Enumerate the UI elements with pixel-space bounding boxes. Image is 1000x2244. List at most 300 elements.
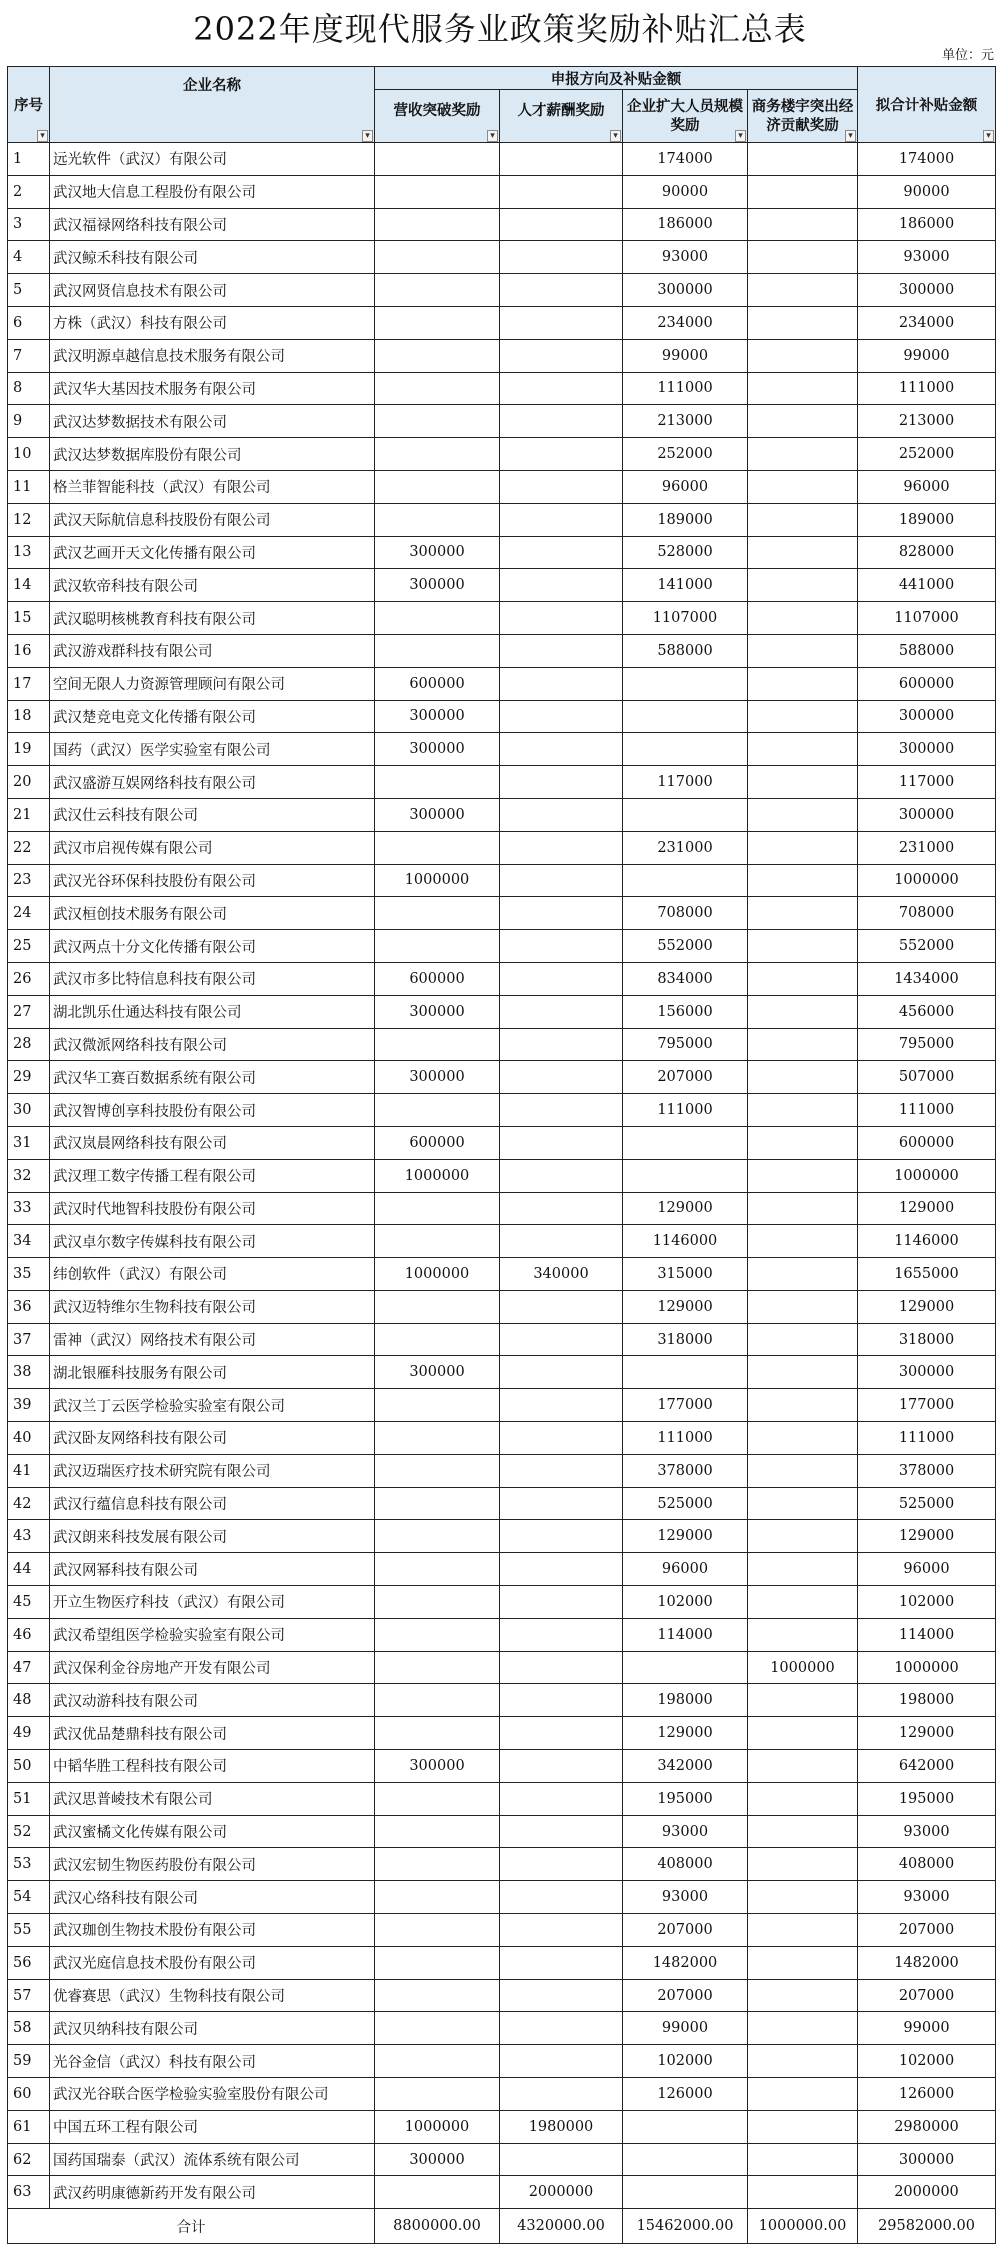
table-row xyxy=(8,864,996,897)
row-expansion xyxy=(623,798,748,831)
header-revenue[interactable]: 营收突破奖励 ▾ xyxy=(375,90,500,143)
row-seq: 39 xyxy=(8,1389,50,1422)
row-revenue xyxy=(375,143,500,176)
row-building xyxy=(748,2012,858,2045)
row-revenue xyxy=(375,1422,500,1455)
row-seq: 17 xyxy=(8,667,50,700)
row-talent xyxy=(500,1520,623,1553)
header-seq[interactable]: 序号 ▾ xyxy=(8,67,50,143)
row-company-name: 武汉动游科技有限公司 xyxy=(50,1684,375,1717)
table-row xyxy=(8,897,996,930)
row-seq: 62 xyxy=(8,2143,50,2176)
row-total: 129000 xyxy=(858,1717,996,1750)
row-talent xyxy=(500,1684,623,1717)
row-total: 189000 xyxy=(858,503,996,536)
row-building xyxy=(748,602,858,635)
row-seq: 55 xyxy=(8,1914,50,1947)
row-seq: 58 xyxy=(8,2012,50,2045)
row-building xyxy=(748,995,858,1028)
row-building xyxy=(748,667,858,700)
row-talent xyxy=(500,930,623,963)
row-building xyxy=(748,1553,858,1586)
row-total: 129000 xyxy=(858,1520,996,1553)
row-seq: 6 xyxy=(8,306,50,339)
row-revenue xyxy=(375,1520,500,1553)
row-company-name: 武汉理工数字传播工程有限公司 xyxy=(50,1159,375,1192)
row-talent xyxy=(500,175,623,208)
row-talent xyxy=(500,1454,623,1487)
table-row xyxy=(8,1487,996,1520)
table-row xyxy=(8,962,996,995)
row-building xyxy=(748,208,858,241)
row-building xyxy=(748,405,858,438)
row-total: 456000 xyxy=(858,995,996,1028)
row-seq: 23 xyxy=(8,864,50,897)
row-revenue xyxy=(375,1684,500,1717)
row-expansion: 96000 xyxy=(623,470,748,503)
row-building xyxy=(748,1586,858,1619)
table-row xyxy=(8,1192,996,1225)
row-expansion xyxy=(623,1356,748,1389)
table-row xyxy=(8,405,996,438)
row-expansion: 99000 xyxy=(623,339,748,372)
row-company-name: 开立生物医疗科技（武汉）有限公司 xyxy=(50,1586,375,1619)
row-seq: 42 xyxy=(8,1487,50,1520)
row-seq: 24 xyxy=(8,897,50,930)
row-revenue: 300000 xyxy=(375,995,500,1028)
table-row xyxy=(8,1782,996,1815)
row-company-name: 武汉地大信息工程股份有限公司 xyxy=(50,175,375,208)
row-seq: 44 xyxy=(8,1553,50,1586)
row-company-name: 武汉微派网络科技有限公司 xyxy=(50,1028,375,1061)
row-building xyxy=(748,438,858,471)
row-building xyxy=(748,766,858,799)
table-row xyxy=(8,2176,996,2209)
row-talent xyxy=(500,2012,623,2045)
row-total: 129000 xyxy=(858,1290,996,1323)
row-expansion: 213000 xyxy=(623,405,748,438)
row-revenue xyxy=(375,1553,500,1586)
row-revenue xyxy=(375,1946,500,1979)
row-total: 300000 xyxy=(858,700,996,733)
row-revenue: 300000 xyxy=(375,2143,500,2176)
row-building xyxy=(748,634,858,667)
row-company-name: 武汉华大基因技术服务有限公司 xyxy=(50,372,375,405)
table-row xyxy=(8,995,996,1028)
row-revenue xyxy=(375,634,500,667)
row-building xyxy=(748,831,858,864)
header-talent[interactable]: 人才薪酬奖励 ▾ xyxy=(500,90,623,143)
row-building xyxy=(748,1946,858,1979)
row-building xyxy=(748,143,858,176)
table-row xyxy=(8,274,996,307)
row-expansion: 90000 xyxy=(623,175,748,208)
row-talent xyxy=(500,864,623,897)
row-seq: 8 xyxy=(8,372,50,405)
row-total: 234000 xyxy=(858,306,996,339)
table-row xyxy=(8,1651,996,1684)
row-talent xyxy=(500,1126,623,1159)
row-total: 642000 xyxy=(858,1750,996,1783)
row-total: 318000 xyxy=(858,1323,996,1356)
row-building xyxy=(748,1782,858,1815)
row-seq: 61 xyxy=(8,2110,50,2143)
row-building xyxy=(748,1028,858,1061)
row-company-name: 武汉光庭信息技术股份有限公司 xyxy=(50,1946,375,1979)
row-total: 207000 xyxy=(858,1979,996,2012)
row-talent xyxy=(500,667,623,700)
row-expansion: 141000 xyxy=(623,569,748,602)
row-revenue xyxy=(375,1323,500,1356)
row-company-name: 武汉盛游互娱网络科技有限公司 xyxy=(50,766,375,799)
row-seq: 41 xyxy=(8,1454,50,1487)
row-building xyxy=(748,1750,858,1783)
row-talent xyxy=(500,339,623,372)
row-seq: 32 xyxy=(8,1159,50,1192)
row-building xyxy=(748,175,858,208)
row-company-name: 武汉福禄网络科技有限公司 xyxy=(50,208,375,241)
row-company-name: 雷神（武汉）网络技术有限公司 xyxy=(50,1323,375,1356)
row-company-name: 武汉卓尔数字传媒科技有限公司 xyxy=(50,1225,375,1258)
row-building xyxy=(748,569,858,602)
row-total: 174000 xyxy=(858,143,996,176)
row-revenue xyxy=(375,1782,500,1815)
row-company-name: 武汉优品楚鼎科技有限公司 xyxy=(50,1717,375,1750)
row-expansion: 408000 xyxy=(623,1848,748,1881)
row-expansion: 129000 xyxy=(623,1717,748,1750)
table-row xyxy=(8,1979,996,2012)
table-row xyxy=(8,766,996,799)
row-building xyxy=(748,700,858,733)
row-total: 525000 xyxy=(858,1487,996,1520)
row-company-name: 武汉岚晨网络科技有限公司 xyxy=(50,1126,375,1159)
row-building xyxy=(748,1848,858,1881)
row-total: 1107000 xyxy=(858,602,996,635)
row-company-name: 国药（武汉）医学实验室有限公司 xyxy=(50,733,375,766)
row-revenue xyxy=(375,175,500,208)
table-row xyxy=(8,1520,996,1553)
row-building xyxy=(748,2176,858,2209)
row-company-name: 武汉迈特维尔生物科技有限公司 xyxy=(50,1290,375,1323)
table-row xyxy=(8,306,996,339)
row-seq: 11 xyxy=(8,470,50,503)
row-revenue xyxy=(375,1914,500,1947)
table-row xyxy=(8,1258,996,1291)
row-company-name: 武汉两点十分文化传播有限公司 xyxy=(50,930,375,963)
row-company-name: 武汉珈创生物技术股份有限公司 xyxy=(50,1914,375,1947)
row-revenue xyxy=(375,208,500,241)
row-total: 1482000 xyxy=(858,1946,996,1979)
row-revenue xyxy=(375,503,500,536)
row-building xyxy=(748,1356,858,1389)
row-total: 300000 xyxy=(858,798,996,831)
row-company-name: 武汉光谷联合医学检验实验室股份有限公司 xyxy=(50,2078,375,2111)
row-total: 507000 xyxy=(858,1061,996,1094)
row-expansion: 99000 xyxy=(623,2012,748,2045)
row-total: 186000 xyxy=(858,208,996,241)
row-revenue: 300000 xyxy=(375,1061,500,1094)
row-building xyxy=(748,1881,858,1914)
row-company-name: 武汉聪明核桃教育科技有限公司 xyxy=(50,602,375,635)
table-row xyxy=(8,2110,996,2143)
row-revenue: 600000 xyxy=(375,962,500,995)
row-expansion xyxy=(623,864,748,897)
row-expansion xyxy=(623,1159,748,1192)
row-company-name: 武汉市多比特信息科技有限公司 xyxy=(50,962,375,995)
row-expansion: 588000 xyxy=(623,634,748,667)
row-building xyxy=(748,798,858,831)
row-seq: 30 xyxy=(8,1094,50,1127)
row-total: 198000 xyxy=(858,1684,996,1717)
row-talent xyxy=(500,1094,623,1127)
row-seq: 27 xyxy=(8,995,50,1028)
row-total: 111000 xyxy=(858,372,996,405)
row-talent xyxy=(500,602,623,635)
row-revenue xyxy=(375,1881,500,1914)
row-company-name: 武汉华工赛百数据系统有限公司 xyxy=(50,1061,375,1094)
row-expansion: 93000 xyxy=(623,1881,748,1914)
row-company-name: 武汉楚竞电竞文化传播有限公司 xyxy=(50,700,375,733)
row-expansion: 117000 xyxy=(623,766,748,799)
header-company[interactable]: 企业名称 ▾ xyxy=(50,67,375,143)
row-expansion: 234000 xyxy=(623,306,748,339)
row-total: 2000000 xyxy=(858,2176,996,2209)
row-talent xyxy=(500,634,623,667)
row-expansion: 708000 xyxy=(623,897,748,930)
row-talent xyxy=(500,831,623,864)
row-seq: 15 xyxy=(8,602,50,635)
row-building xyxy=(748,372,858,405)
row-total: 129000 xyxy=(858,1192,996,1225)
row-company-name: 武汉朗来科技发展有限公司 xyxy=(50,1520,375,1553)
row-total: 207000 xyxy=(858,1914,996,1947)
row-total: 588000 xyxy=(858,634,996,667)
row-revenue xyxy=(375,1192,500,1225)
row-expansion: 315000 xyxy=(623,1258,748,1291)
table-body xyxy=(8,143,996,2209)
row-talent xyxy=(500,1750,623,1783)
row-talent xyxy=(500,733,623,766)
row-building xyxy=(748,2078,858,2111)
row-revenue xyxy=(375,766,500,799)
row-total: 828000 xyxy=(858,536,996,569)
row-revenue: 600000 xyxy=(375,1126,500,1159)
table-row xyxy=(8,634,996,667)
row-expansion: 195000 xyxy=(623,1782,748,1815)
table-row xyxy=(8,175,996,208)
row-revenue xyxy=(375,470,500,503)
row-talent xyxy=(500,2045,623,2078)
table-row xyxy=(8,503,996,536)
row-seq: 2 xyxy=(8,175,50,208)
row-revenue: 1000000 xyxy=(375,1159,500,1192)
table-row xyxy=(8,1454,996,1487)
row-company-name: 武汉游戏群科技有限公司 xyxy=(50,634,375,667)
row-expansion: 186000 xyxy=(623,208,748,241)
row-total: 600000 xyxy=(858,1126,996,1159)
row-seq: 37 xyxy=(8,1323,50,1356)
row-revenue xyxy=(375,438,500,471)
row-building xyxy=(748,470,858,503)
row-company-name: 武汉卧友网络科技有限公司 xyxy=(50,1422,375,1455)
row-company-name: 武汉保利金谷房地产开发有限公司 xyxy=(50,1651,375,1684)
row-seq: 9 xyxy=(8,405,50,438)
row-building xyxy=(748,962,858,995)
table-row xyxy=(8,2078,996,2111)
row-seq: 28 xyxy=(8,1028,50,1061)
row-revenue xyxy=(375,1389,500,1422)
unit-label: 单位：元 xyxy=(941,48,994,63)
row-total: 1000000 xyxy=(858,1651,996,1684)
row-expansion: 252000 xyxy=(623,438,748,471)
table-row xyxy=(8,1684,996,1717)
table-row xyxy=(8,208,996,241)
row-seq: 29 xyxy=(8,1061,50,1094)
row-revenue xyxy=(375,1586,500,1619)
row-talent xyxy=(500,1422,623,1455)
row-talent xyxy=(500,569,623,602)
row-total: 126000 xyxy=(858,2078,996,2111)
row-company-name: 武汉思普崚技术有限公司 xyxy=(50,1782,375,1815)
row-building xyxy=(748,1422,858,1455)
row-revenue xyxy=(375,306,500,339)
row-seq: 19 xyxy=(8,733,50,766)
row-building xyxy=(748,1618,858,1651)
row-talent xyxy=(500,700,623,733)
row-company-name: 武汉软帝科技有限公司 xyxy=(50,569,375,602)
row-revenue: 300000 xyxy=(375,798,500,831)
row-building xyxy=(748,1520,858,1553)
row-revenue xyxy=(375,1225,500,1258)
row-total: 114000 xyxy=(858,1618,996,1651)
table-row xyxy=(8,2045,996,2078)
row-talent xyxy=(500,536,623,569)
table-row xyxy=(8,667,996,700)
row-revenue xyxy=(375,1848,500,1881)
row-company-name: 武汉达梦数据技术有限公司 xyxy=(50,405,375,438)
table-row xyxy=(8,2143,996,2176)
row-expansion xyxy=(623,2143,748,2176)
row-company-name: 武汉蜜橘文化传媒有限公司 xyxy=(50,1815,375,1848)
row-total: 111000 xyxy=(858,1422,996,1455)
row-seq: 21 xyxy=(8,798,50,831)
table-row xyxy=(8,1225,996,1258)
row-building xyxy=(748,536,858,569)
row-seq: 52 xyxy=(8,1815,50,1848)
row-talent xyxy=(500,1323,623,1356)
table-row xyxy=(8,602,996,635)
header-total[interactable]: 拟合计补贴金额 ▾ xyxy=(858,67,996,143)
row-seq: 53 xyxy=(8,1848,50,1881)
row-seq: 4 xyxy=(8,241,50,274)
row-revenue: 1000000 xyxy=(375,1258,500,1291)
row-total: 252000 xyxy=(858,438,996,471)
row-talent: 1980000 xyxy=(500,2110,623,2143)
row-company-name: 中国五环工程有限公司 xyxy=(50,2110,375,2143)
row-revenue: 600000 xyxy=(375,667,500,700)
table-row xyxy=(8,1323,996,1356)
row-company-name: 武汉兰丁云医学检验实验室有限公司 xyxy=(50,1389,375,1422)
row-talent xyxy=(500,1914,623,1947)
row-company-name: 武汉达梦数据库股份有限公司 xyxy=(50,438,375,471)
row-total: 93000 xyxy=(858,1815,996,1848)
row-total: 300000 xyxy=(858,733,996,766)
row-company-name: 优睿赛思（武汉）生物科技有限公司 xyxy=(50,1979,375,2012)
row-revenue xyxy=(375,1979,500,2012)
row-seq: 34 xyxy=(8,1225,50,1258)
row-expansion: 129000 xyxy=(623,1192,748,1225)
row-company-name: 武汉网幂科技有限公司 xyxy=(50,1553,375,1586)
row-building xyxy=(748,1094,858,1127)
table-row xyxy=(8,241,996,274)
subsidy-table xyxy=(7,66,996,2244)
row-seq: 36 xyxy=(8,1290,50,1323)
row-expansion: 231000 xyxy=(623,831,748,864)
total-building: 1000000.00 xyxy=(748,2209,858,2244)
row-total: 231000 xyxy=(858,831,996,864)
row-building xyxy=(748,1684,858,1717)
row-revenue xyxy=(375,1618,500,1651)
row-total: 96000 xyxy=(858,1553,996,1586)
row-talent xyxy=(500,1061,623,1094)
row-revenue xyxy=(375,372,500,405)
row-talent xyxy=(500,143,623,176)
row-talent xyxy=(500,798,623,831)
row-expansion: 1146000 xyxy=(623,1225,748,1258)
table-row xyxy=(8,1389,996,1422)
row-company-name: 武汉明源卓越信息技术服务有限公司 xyxy=(50,339,375,372)
total-talent: 4320000.00 xyxy=(500,2209,623,2244)
row-expansion: 177000 xyxy=(623,1389,748,1422)
row-company-name: 武汉希望组医学检验实验室有限公司 xyxy=(50,1618,375,1651)
row-seq: 3 xyxy=(8,208,50,241)
row-expansion xyxy=(623,1651,748,1684)
row-company-name: 武汉光谷环保科技股份有限公司 xyxy=(50,864,375,897)
row-revenue xyxy=(375,405,500,438)
header-building[interactable]: 商务楼宇突出经济贡献奖励 ▾ xyxy=(748,90,858,143)
row-expansion: 207000 xyxy=(623,1914,748,1947)
row-talent: 340000 xyxy=(500,1258,623,1291)
row-seq: 16 xyxy=(8,634,50,667)
header-expansion[interactable]: 企业扩大人员规模奖励 ▾ xyxy=(623,90,748,143)
row-seq: 26 xyxy=(8,962,50,995)
row-building xyxy=(748,1225,858,1258)
row-company-name: 武汉网贤信息技术有限公司 xyxy=(50,274,375,307)
row-seq: 47 xyxy=(8,1651,50,1684)
row-expansion: 342000 xyxy=(623,1750,748,1783)
row-company-name: 武汉药明康德新药开发有限公司 xyxy=(50,2176,375,2209)
row-total: 708000 xyxy=(858,897,996,930)
table-row xyxy=(8,798,996,831)
row-talent xyxy=(500,1618,623,1651)
row-company-name: 方株（武汉）科技有限公司 xyxy=(50,306,375,339)
row-expansion: 102000 xyxy=(623,1586,748,1619)
row-talent xyxy=(500,470,623,503)
row-talent xyxy=(500,306,623,339)
row-building xyxy=(748,274,858,307)
row-talent xyxy=(500,1815,623,1848)
table-row xyxy=(8,536,996,569)
row-total: 378000 xyxy=(858,1454,996,1487)
row-expansion: 96000 xyxy=(623,1553,748,1586)
table-row xyxy=(8,1946,996,1979)
row-revenue: 1000000 xyxy=(375,2110,500,2143)
row-seq: 54 xyxy=(8,1881,50,1914)
row-seq: 14 xyxy=(8,569,50,602)
row-building xyxy=(748,930,858,963)
row-total: 93000 xyxy=(858,1881,996,1914)
row-revenue: 1000000 xyxy=(375,864,500,897)
